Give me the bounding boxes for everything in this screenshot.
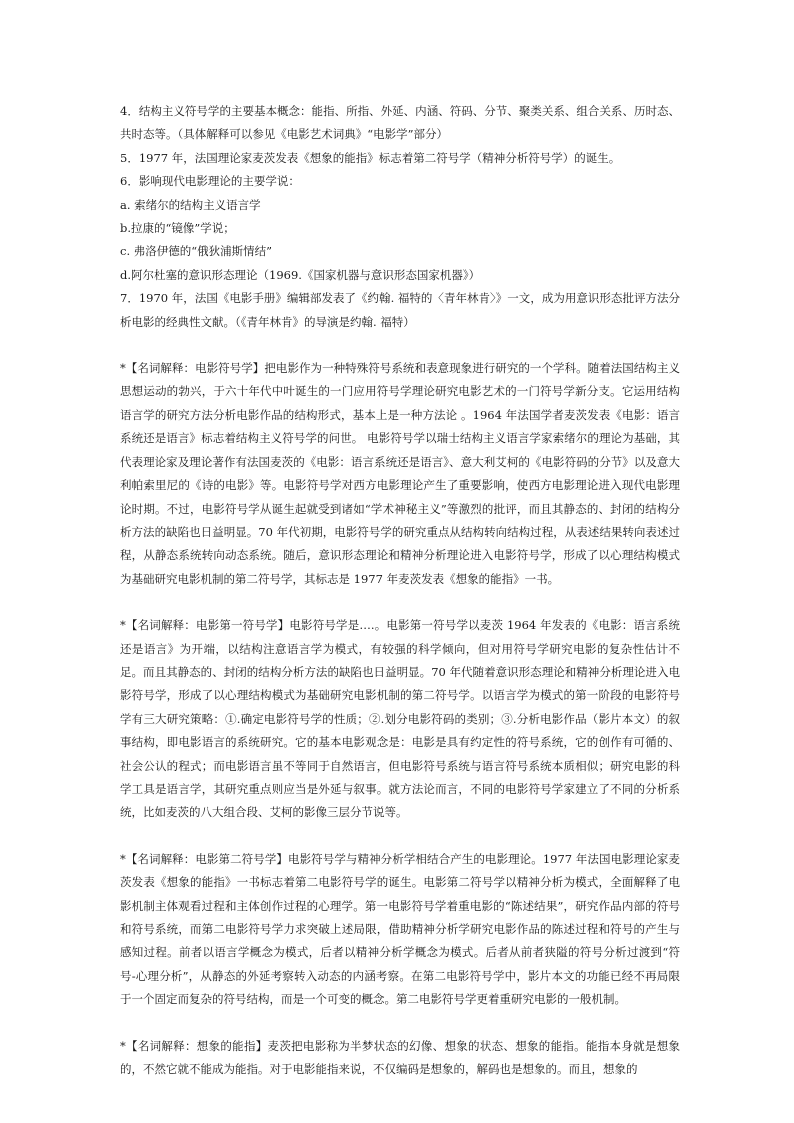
list-item-6c: c. 弗洛伊德的“俄狄浦斯情结” bbox=[120, 244, 273, 259]
list-item-6d: d.阿尔杜塞的意识形态理论（1969.《国家机器与意识形态国家机器》） bbox=[120, 267, 481, 282]
list-item-6: 6．影响现代电影理论的主要学说： bbox=[120, 174, 300, 189]
term-second-semiotics: *【名词解释：电影第二符号学】电影符号学与精神分析学相结合产生的电影理论。1977 年法国电影理论家麦茨发表《想象的能指》一书标志着第二电影符号学的诞生。电影第二符号学以精神分析为模式，全面解释了电影机制主体观看过程和主体创作过程的心理学。第一电影符号学着重电影的“陈述结果”，研究作品内部的符号和符号系统，而第二电影符号学力求突破上述局限，借助精神分析学研究电影作品的陈述过程和符号的产生与感知过程。前者以语言学概念为模式，后者以精神分析学概念为模式。后者从前者狭隘的符号分析过渡到“符号-心理分析”，从静态的外延考察转入动态的内涵考察。在第二电影符号学中，影片本文的功能已经不再局限于一个固定而复杂的符号结构，而是一个可变的概念。第二电影符号学更着重研究电影的一般机制。 bbox=[120, 851, 680, 1007]
term-first-semiotics: *【名词解释：电影第一符号学】电影符号学是….。电影第一符号学以麦茨 1964 年发表的《电影：语言系统还是语言》为开端，以结构注意语言学为模式，有较强的科学倾向，但对用符号学研究电影的复杂性估计不足。而且其静态的、封闭的结构分析方法的缺陷也日益明显。70 年代随着意识形态理论和精神分析理论进入电影符号学，形成了以心理结构模式为基础研究电影机制的第二符号学。以语言学为模式的第一阶段的电影符号学有三大研究策略：①.确定电影符号学的性质；②.划分电影符码的类别；③.分析电影作品（影片本文）的叙事结构，即电影语言的系统研究。它的基本电影观念是：电影是具有约定性的符号系统，它的创作有可循的、社会公认的程式；而电影语言虽不等同于自然语言，但电影符号系统与语言符号系统本质相似；研究电影的科学工具是语言学，其研究重点则应当是外延与叙事。就方法论而言，不同的电影符号学家建立了不同的分析系统，比如麦茨的八大组合段、艾柯的影像三层分节说等。 bbox=[120, 618, 680, 820]
document-page bbox=[120, 100, 680, 1081]
list-item-5: 5．1977 年，法国理论家麦茨发表《想象的能指》标志着第二符号学（精神分析符号学）的诞生。 bbox=[120, 150, 621, 165]
list-item-7: 7．1970 年，法国《电影手册》编辑部发表了《约翰. 福特的〈青年林肯〉》一文，成为用意识形态批评方法分析电影的经典性文献。（《青年林肯》的导演是约翰. 福特） bbox=[120, 291, 680, 329]
term-electronic-semiotics: *【名词解释：电影符号学】把电影作为一种特殊符号系统和表意现象进行研究的一个学科。随着法国结构主义思想运动的勃兴，于六十年代中叶诞生的一门应用符号学理论研究电影艺术的一门符号学新分支。它运用结构语言学的研究方法分析电影作品的结构形式，基本上是一种方法论 。1964 年法国学者麦茨发表《电影：语言系统还是语言》标志着结构主义符号学的问世。 电影符号学以瑞士结构主义语言学家索绪尔的理论为基础，其代表理论家及理论著作有法国麦茨的《电影：语言系统还是语言》、意大利艾柯的《电影符码的分节》以及意大利帕索里尼的《诗的电影》等。电影符号学对西方电影理论产生了重要影响，使西方电影理论进入现代电影理论时期。不过，电影符号学从诞生起就受到诸如“学术神秘主义”等激烈的批评，而且其静态的、封闭的结构分析方法的缺陷也日益明显。70 年代初期，电影符号学的研究重点从结构转向结构过程，从表述结果转向表述过程，从静态系统转向动态系统。随后，意识形态理论和精神分析理论进入电影符号学，形成了以心理结构模式为基础研究电影机制的第二符号学，其标志是 1977 年麦茨发表《想象的能指》一书。 bbox=[120, 361, 680, 586]
list-item-6a: a. 索绪尔的结构主义语言学 bbox=[120, 197, 261, 212]
term-imaginary-signifier: *【名词解释：想象的能指】麦茨把电影称为半梦状态的幻像、想象的状态、想象的能指。能指本身就是想象的，不然它就不能成为能指。对于电影能指来说，不仅编码是想象的，解码也是想象的。而且，想象的 bbox=[120, 1038, 680, 1077]
list-item-6b: b.拉康的“镜像”学说； bbox=[120, 221, 235, 236]
list-item-4: 4．结构主义符号学的主要基本概念：能指、所指、外延、内涵、符码、分节、聚类关系、组合关系、历时态、共时态等。（具体解释可以参见《电影艺术词典》“电影学”部分） bbox=[120, 104, 680, 142]
